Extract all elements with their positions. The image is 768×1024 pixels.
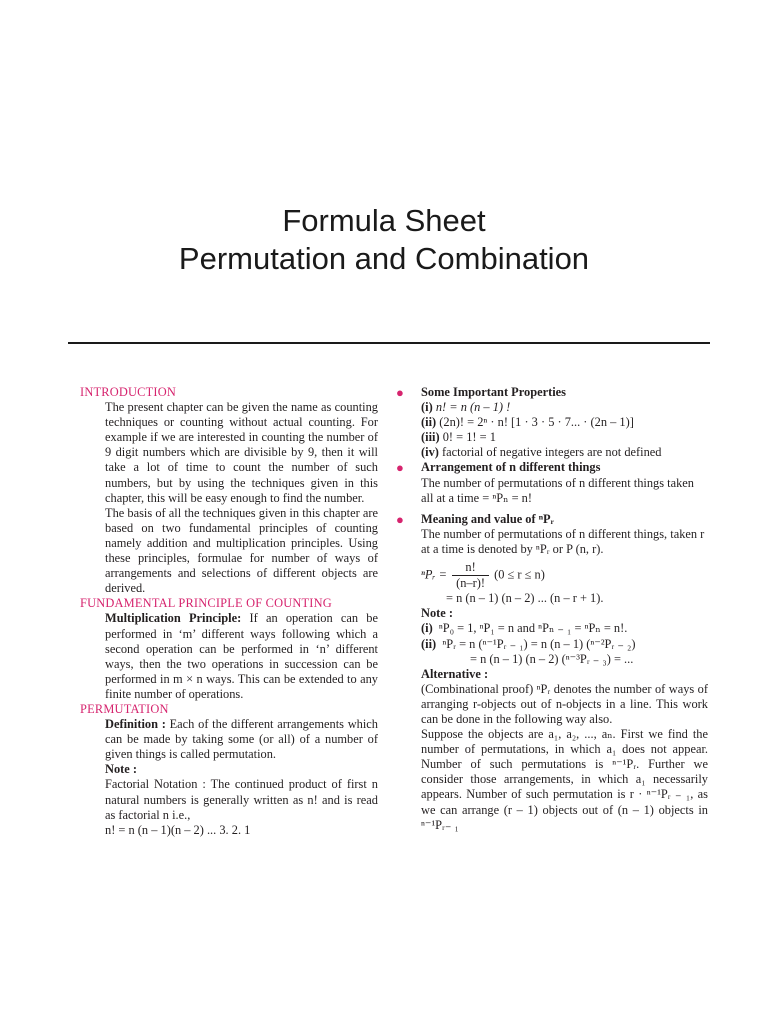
npr-fraction: $\frac{n!}{(n-r)!}$: [452, 560, 489, 591]
bullet-icon: ●: [396, 511, 404, 527]
note-heading: Note :: [421, 606, 453, 621]
bullet-properties: [398, 385, 708, 460]
note-label: Note :: [105, 762, 137, 777]
property-ii: (ii) (2n)! = 2ⁿ · n! [1 · 3 · 5 · 7... · (2n – 1)]: [421, 415, 634, 430]
arrangement-text: The number of permutations of n different things taken all at a time = ⁿPₙ = n!: [421, 475, 694, 505]
heading-introduction: INTRODUCTION: [80, 385, 177, 399]
multiplication-principle: [80, 611, 378, 702]
factorial-formula: n! = n (n – 1)(n – 2) ... 3. 2. 1: [105, 822, 251, 837]
multiplication-text: If an operation can be performed in ‘m’ different ways following which a second operation can be performed in ‘n’ different ways, then the two operations in succession can be performed in m × n ways. This can be extended to any finite number of operations.: [105, 611, 378, 701]
alternative-paragraph-2: Suppose the objects are a₁, a₂, ..., aₙ. First we find the number of permutations, in which a₁ does not appear. Number of such permutations is ⁿ⁻¹Pᵣ. Further we consider those arrangements, in which a₁ necessarily appears. Number of such permutation is r · ⁿ⁻¹Pᵣ ₋ ₁, as we can arrange (r – 1) objects out of (n – 1) objects in ⁿ⁻¹Pᵣ₋ ₁: [421, 727, 708, 832]
alternative-paragraph-1: (Combinational proof) ⁿPᵣ denotes the number of ways of arranging r-objects out of n-objects in a line. This work can be done in the following way also.: [421, 681, 708, 726]
title-line-1: Formula Sheet: [282, 203, 486, 238]
heading-fundamental-principle: FUNDAMENTAL PRINCIPLE OF COUNTING: [80, 596, 332, 611]
bullet-arrangement: [398, 460, 708, 505]
note-i: (i) ⁿP₀ = 1, ⁿP₁ = n and ⁿPₙ ₋ ₁ = ⁿPₙ = n!.: [421, 621, 628, 636]
left-column: [80, 385, 378, 838]
alternative-heading: Alternative :: [421, 666, 489, 681]
npr-formula: ⁿPᵣ = $\frac{n!}{(n-r)!}$ (0 ≤ r ≤ n): [421, 560, 545, 591]
meaning-text: The number of permutations of n different things, taken r at a time is denoted by ⁿPᵣ or P (n, r).: [421, 526, 705, 556]
property-i: (i) n! = n (n – 1) !: [421, 400, 511, 415]
definition-label: Definition :: [105, 717, 166, 732]
note-ii-continued: = n (n – 1) (n – 2) (ⁿ⁻³Pᵣ ₋ ₃) = ...: [470, 651, 634, 666]
heading-permutation: PERMUTATION: [80, 701, 169, 716]
title-line-2: Permutation and Combination: [178, 241, 590, 276]
properties-heading: Some Important Properties: [421, 385, 566, 399]
definition-text: Each of the different arrangements which can be made by taking some (or all) of a number of given things is called permutation.: [105, 717, 378, 762]
bullet-icon: ●: [396, 385, 404, 400]
title-divider: [68, 342, 710, 344]
bullet-meaning: [398, 512, 708, 557]
intro-paragraph-1: The present chapter can be given the name as counting techniques or counting without actual counting. For example if we are interested in counting the number of 9 digit numbers which are divisible by 9, then it will take a lot of time to count the number of such numbers, but by using the techniques given in this chapter, this will be easy enough to find the number.: [105, 400, 378, 505]
npr-expansion: = n (n – 1) (n – 2) ... (n – r + 1).: [446, 591, 604, 606]
intro-paragraph-2: The basis of all the techniques given in this chapter are based on two fundamental principles of counting namely addition and multiplication principles. Using these principles, formulae for number of ways of arrangements and selections of different objects are derived.: [105, 505, 378, 596]
meaning-heading: Meaning and value of ⁿPᵣ: [421, 511, 554, 526]
property-iv: (iv) factorial of negative integers are not defined: [421, 445, 662, 460]
note-ii: (ii) ⁿPᵣ = n (ⁿ⁻¹Pᵣ ₋ ₁) = n (n – 1) (ⁿ⁻²Pᵣ ₋ ₂): [421, 636, 636, 651]
multiplication-label: Multiplication Principle:: [105, 611, 242, 626]
definition: [80, 717, 378, 762]
property-iii: (iii) 0! = 1! = 1: [421, 430, 496, 445]
factorial-notation: Factorial Notation : The continued product of first n natural numbers is generally written as n! and is read as factorial n i.e.,: [105, 777, 378, 822]
arrangement-heading: Arrangement of n different things: [421, 460, 601, 475]
bullet-icon: ●: [396, 460, 404, 476]
right-column: [398, 385, 708, 833]
